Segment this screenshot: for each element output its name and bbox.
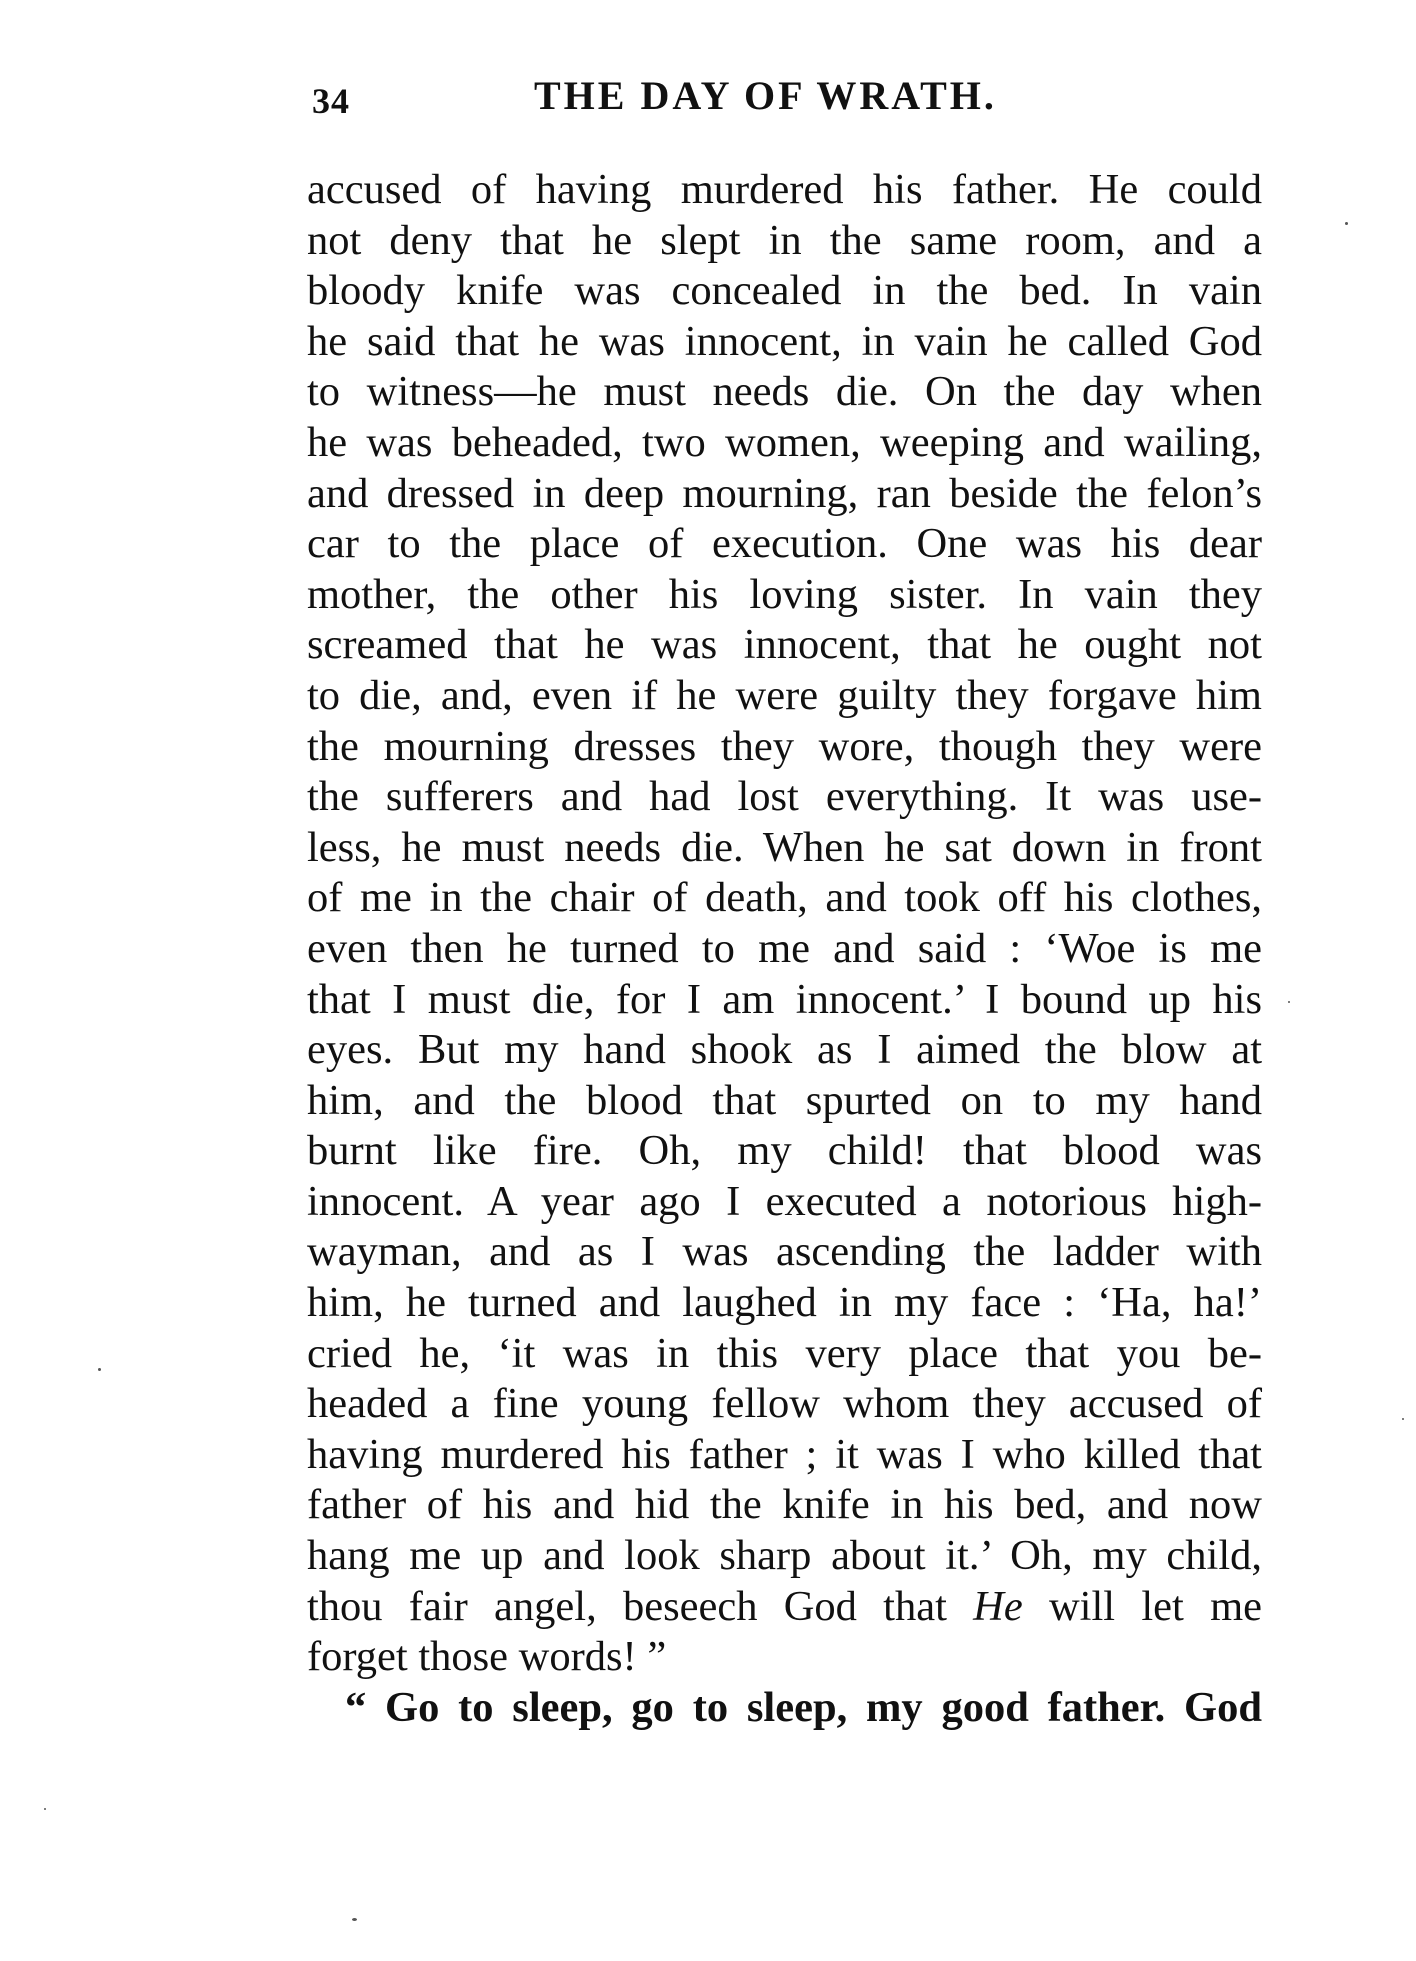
scan-speck — [1288, 1001, 1290, 1003]
text-line: forget those words! ” — [307, 1633, 667, 1681]
text-line: father of his and hid the knife in his bed, and now — [307, 1481, 1262, 1529]
text-line: less, he must needs die. When he sat down in front — [307, 823, 1262, 871]
text-line: accused of having murdered his father. He could — [307, 166, 1262, 213]
text-line: even then he turned to me and said : ‘Woe is me — [307, 924, 1262, 972]
text-line: having murdered his father ; it was I who killed that — [307, 1430, 1262, 1478]
line-text-start: thou fair angel, beseech God that — [307, 1582, 947, 1630]
text-line: not deny that he slept in the same room, and a — [307, 216, 1262, 264]
text-line: car to the place of execution. One was his dear — [307, 520, 1262, 568]
text-line: him, and the blood that spurted on to my hand — [307, 1076, 1262, 1124]
running-title: THE DAY OF WRATH. — [534, 73, 997, 118]
text-line: that I must die, for I am innocent.’ I bound up his — [307, 975, 1262, 1023]
text-line: screamed that he was innocent, that he ought not — [307, 621, 1262, 669]
scan-speck — [352, 1918, 357, 1921]
scan-speck — [98, 1368, 101, 1371]
text-line: innocent. A year ago I executed a notorious high- — [307, 1177, 1262, 1225]
scan-speck — [44, 1808, 46, 1810]
text-line-with-italic — [307, 1582, 1262, 1633]
text-line: headed a fine young fellow whom they accused of — [307, 1380, 1262, 1428]
text-line: to witness—he must needs die. On the day when — [307, 368, 1262, 416]
line-text-end: will let me — [1048, 1582, 1263, 1630]
page-number: 34 — [312, 81, 350, 121]
page-header — [312, 72, 1262, 132]
text-line: burnt like fire. Oh, my child! that blood was — [307, 1127, 1262, 1175]
text-line: bloody knife was concealed in the bed. In vain — [307, 267, 1262, 315]
text-line: wayman, and as I was ascending the ladder with — [307, 1228, 1262, 1276]
text-line: the sufferers and had lost everything. It was use- — [307, 773, 1262, 821]
scan-speck — [1345, 222, 1348, 225]
text-line: hang me up and look sharp about it.’ Oh, my child, — [307, 1532, 1262, 1580]
body-text — [307, 165, 1262, 1733]
text-line: eyes. But my hand shook as I aimed the blow at — [307, 1026, 1262, 1074]
text-line: to die, and, even if he were guilty they forgave him — [307, 671, 1262, 719]
text-line: he was beheaded, two women, weeping and wailing, — [307, 418, 1262, 466]
italic-word: He — [973, 1582, 1023, 1630]
text-line: him, he turned and laughed in my face : ‘Ha, ha!’ — [307, 1279, 1262, 1327]
text-line: he said that he was innocent, in vain he called God — [307, 317, 1262, 365]
text-line: the mourning dresses they wore, though they were — [307, 722, 1262, 770]
text-line: cried he, ‘it was in this very place that you be- — [307, 1329, 1262, 1377]
text-line: and dressed in deep mourning, ran beside the felon’s — [307, 469, 1262, 517]
scan-speck — [1402, 1418, 1404, 1420]
text-line: “ Go to sleep, go to sleep, my good father. God — [345, 1683, 1262, 1731]
text-line: of me in the chair of death, and took off his clothes, — [307, 874, 1262, 922]
text-line: mother, the other his loving sister. In vain they — [307, 570, 1262, 618]
